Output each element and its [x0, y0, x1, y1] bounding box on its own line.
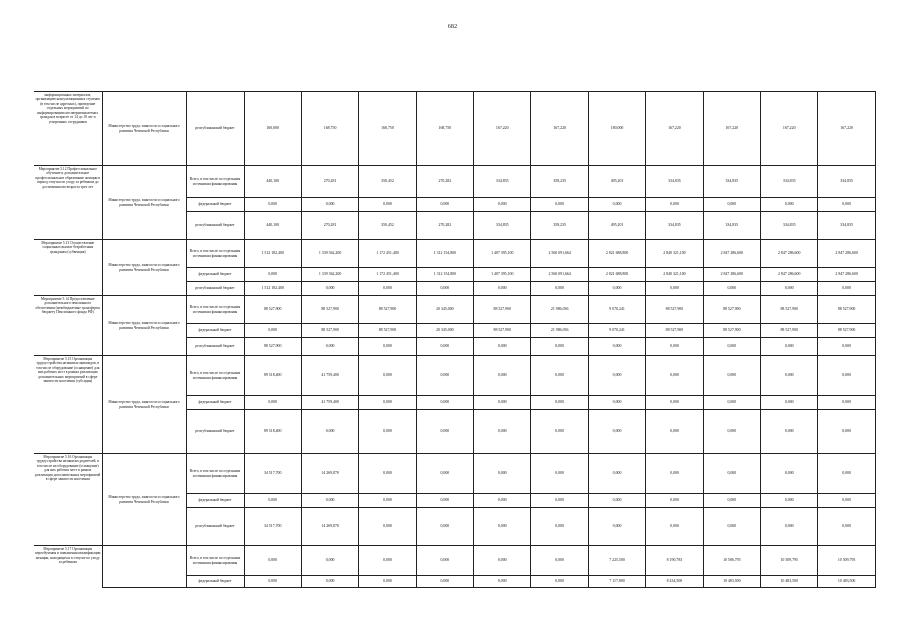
amount-cell: 334,835: [703, 166, 760, 198]
amount-cell: 0,000: [703, 356, 760, 396]
amount-cell: 0,000: [474, 508, 531, 546]
funding-source: республиканский бюджет: [186, 508, 244, 546]
amount-cell: 0,000: [703, 396, 760, 410]
amount-cell: 88 527,900: [244, 296, 301, 324]
activity-name: Мероприятие 5.16 Организация трудоустройства незанятых родителей, в том числе на оборудование (оснащение) для них рабочих мест в рамках реализации дополнительных мероприятий в сфере занятости населения: [34, 454, 102, 546]
amount-cell: 0,000: [588, 396, 645, 410]
amount-cell: 0,000: [531, 546, 588, 576]
amount-cell: 0,000: [531, 198, 588, 212]
amount-cell: 88 527,900: [703, 324, 760, 338]
amount-cell: 334,835: [646, 166, 703, 198]
amount-cell: 0,000: [818, 396, 875, 410]
amount-cell: 495,201: [588, 166, 645, 198]
amount-cell: 1 312 154,800: [416, 240, 473, 268]
amount-cell: 0,000: [703, 198, 760, 212]
amount-cell: 0,000: [359, 508, 416, 546]
amount-cell: 168,750: [301, 92, 358, 166]
amount-cell: 2 840 321,100: [646, 240, 703, 268]
amount-cell: 334,835: [761, 166, 818, 198]
amount-cell: 0,000: [703, 282, 760, 296]
amount-cell: 0,000: [301, 576, 358, 588]
amount-cell: 0,000: [646, 356, 703, 396]
amount-cell: 14 269,870: [301, 454, 358, 494]
amount-cell: 168,750: [416, 92, 473, 166]
activity-name: Мероприятие 5.17 Организация переобучения и повышения квалификации женщин, находящихся в отпуске по уходу за ребенком: [34, 546, 102, 588]
amount-cell: 358,235: [531, 212, 588, 240]
amount-cell: 10 483,500: [818, 576, 875, 588]
amount-cell: 0,000: [646, 396, 703, 410]
funding-source: Всего, в том числе по отдельным источникам финансирования: [186, 296, 244, 324]
amount-cell: 88 527,900: [301, 296, 358, 324]
amount-cell: 0,000: [818, 454, 875, 494]
amount-cell: 167,220: [646, 92, 703, 166]
amount-cell: 88 527,900: [761, 324, 818, 338]
amount-cell: 358,235: [531, 166, 588, 198]
amount-cell: 0,000: [301, 494, 358, 508]
amount-cell: 20 345,000: [416, 324, 473, 338]
amount-cell: 88 527,900: [301, 324, 358, 338]
amount-cell: 0,000: [818, 494, 875, 508]
amount-cell: 0,000: [359, 282, 416, 296]
amount-cell: 0,000: [531, 282, 588, 296]
page-number: 682: [447, 24, 458, 30]
table-body: [34, 92, 875, 588]
amount-cell: 270,282: [416, 212, 473, 240]
amount-cell: 0,000: [244, 576, 301, 588]
amount-cell: 0,000: [531, 494, 588, 508]
amount-cell: 0,000: [818, 282, 875, 296]
funding-source: Всего, в том числе по отдельным источникам финансирования: [186, 166, 244, 198]
amount-cell: 88 527,900: [474, 296, 531, 324]
amount-cell: 0,000: [244, 198, 301, 212]
amount-cell: 0,000: [646, 494, 703, 508]
amount-cell: 0,000: [818, 356, 875, 396]
amount-cell: 0,000: [531, 410, 588, 454]
amount-cell: 10 586,795: [703, 546, 760, 576]
executor-name: Министерство труда, занятости и социального развития Чеченской Республики: [102, 166, 186, 240]
amount-cell: 0,000: [474, 410, 531, 454]
amount-cell: 0,000: [416, 508, 473, 546]
table-row: [34, 296, 875, 324]
amount-cell: 0,000: [359, 576, 416, 588]
amount-cell: 0,000: [761, 396, 818, 410]
amount-cell: 0,000: [761, 198, 818, 212]
amount-cell: 167,220: [761, 92, 818, 166]
amount-cell: 89 518,400: [244, 356, 301, 396]
amount-cell: 0,000: [359, 356, 416, 396]
amount-cell: 21 986,036: [531, 296, 588, 324]
funding-source: республиканский бюджет: [186, 212, 244, 240]
amount-cell: 2 847 286,600: [818, 268, 875, 282]
activity-name: Мероприятие 5.13 Осуществление социальных выплат безработным гражданам (субвенция): [34, 240, 102, 296]
amount-cell: 0,000: [301, 198, 358, 212]
amount-cell: 0,000: [761, 508, 818, 546]
amount-cell: 334,835: [761, 212, 818, 240]
amount-cell: 0,000: [818, 508, 875, 546]
funding-source: республиканский бюджет: [186, 338, 244, 356]
table-row: [34, 546, 875, 576]
amount-cell: 7 225,500: [588, 546, 645, 576]
amount-cell: 0,000: [244, 396, 301, 410]
amount-cell: 0,000: [474, 576, 531, 588]
amount-cell: 0,000: [359, 454, 416, 494]
amount-cell: 0,000: [703, 454, 760, 494]
amount-cell: 2 847 286,600: [703, 240, 760, 268]
amount-cell: 0,000: [588, 338, 645, 356]
table-row: [34, 356, 875, 396]
amount-cell: 88 527,900: [646, 324, 703, 338]
amount-cell: 160,000: [244, 92, 301, 166]
amount-cell: 0,000: [416, 396, 473, 410]
amount-cell: 0,000: [588, 356, 645, 396]
amount-cell: 334,835: [474, 212, 531, 240]
amount-cell: 0,000: [646, 282, 703, 296]
amount-cell: 0,000: [531, 396, 588, 410]
amount-cell: 167,220: [531, 92, 588, 166]
amount-cell: 0,000: [416, 356, 473, 396]
executor-name: Министерство труда, занятости и социального развития Чеченской Республики: [102, 296, 186, 356]
funding-source: Всего, в том числе по отдельным источникам финансирования: [186, 454, 244, 494]
amount-cell: 88 527,900: [761, 296, 818, 324]
amount-cell: 1 339 362,200: [301, 268, 358, 282]
amount-cell: 0,000: [646, 198, 703, 212]
amount-cell: 0,000: [703, 508, 760, 546]
amount-cell: 8 190,783: [646, 546, 703, 576]
amount-cell: 0,000: [474, 396, 531, 410]
amount-cell: 0,000: [703, 494, 760, 508]
amount-cell: 0,000: [416, 282, 473, 296]
amount-cell: 2 847 286,600: [818, 240, 875, 268]
amount-cell: 0,000: [359, 410, 416, 454]
funding-source: федеральный бюджет: [186, 324, 244, 338]
amount-cell: 2 560 091,664: [531, 268, 588, 282]
amount-cell: 2 847 286,600: [761, 240, 818, 268]
amount-cell: 0,000: [531, 508, 588, 546]
amount-cell: 10 483,500: [703, 576, 760, 588]
amount-cell: 1 407 395,100: [474, 240, 531, 268]
amount-cell: 270,281: [301, 212, 358, 240]
amount-cell: 1 339 362,200: [301, 240, 358, 268]
amount-cell: 0,000: [301, 282, 358, 296]
amount-cell: 334,835: [703, 212, 760, 240]
amount-cell: 334,835: [818, 166, 875, 198]
amount-cell: 2 821 688,800: [588, 268, 645, 282]
amount-cell: 0,000: [474, 546, 531, 576]
funding-source: федеральный бюджет: [186, 576, 244, 588]
activity-name: Мероприятие 5.12 Профессиональное обучение и дополнительное профессиональное образование женщин в период отпуска по уходу за ребенком до достижения им возраста трех лет: [34, 166, 102, 240]
amount-cell: 0,000: [761, 410, 818, 454]
amount-cell: 0,000: [588, 454, 645, 494]
amount-cell: 10 509,795: [761, 546, 818, 576]
funding-source: федеральный бюджет: [186, 494, 244, 508]
amount-cell: 0,000: [761, 338, 818, 356]
activity-name: Мероприятие 5.14 Предоставление дополнительного пенсионного обеспечения (межбюджетные трансферты бюджету Пенсионного фонда РФ): [34, 296, 102, 356]
amount-cell: 0,000: [588, 494, 645, 508]
amount-cell: 1 407 395,100: [474, 268, 531, 282]
table-row: [34, 454, 875, 494]
funding-source: Всего, в том числе по отдельным источникам финансирования: [186, 240, 244, 268]
amount-cell: 88 527,900: [244, 338, 301, 356]
amount-cell: 0,000: [359, 494, 416, 508]
executor-name: Министерство труда, занятости и социального развития Чеченской Республики: [102, 454, 186, 546]
amount-cell: 495,201: [588, 212, 645, 240]
amount-cell: 167,220: [474, 92, 531, 166]
amount-cell: 0,000: [416, 454, 473, 494]
amount-cell: 0,000: [359, 338, 416, 356]
amount-cell: 34 517,700: [244, 508, 301, 546]
amount-cell: 167,220: [703, 92, 760, 166]
amount-cell: 0,000: [646, 454, 703, 494]
funding-source: Всего, в том числе по отдельным источникам финансирования: [186, 356, 244, 396]
amount-cell: 0,000: [301, 338, 358, 356]
activity-name: информационных материалов, организацию консультационных ступенек (в том числе адресных), проведение отдельных мероприятий по информированию несовершеннолетних граждан в возрасте от 14 до 18 лет и ускоренных сотрудников: [34, 92, 102, 166]
amount-cell: 440,100: [244, 166, 301, 198]
amount-cell: 0,000: [244, 268, 301, 282]
amount-cell: 88 527,900: [359, 324, 416, 338]
amount-cell: 10 509,795: [818, 546, 875, 576]
amount-cell: 2 821 688,800: [588, 240, 645, 268]
amount-cell: 88 527,900: [359, 296, 416, 324]
amount-cell: 270,281: [301, 166, 358, 198]
amount-cell: 0,000: [588, 198, 645, 212]
amount-cell: 0,000: [761, 356, 818, 396]
amount-cell: 180,000: [588, 92, 645, 166]
amount-cell: 0,000: [359, 546, 416, 576]
amount-cell: 9 070,241: [588, 296, 645, 324]
amount-cell: 2 847 286,600: [703, 268, 760, 282]
funding-source: республиканский бюджет: [186, 410, 244, 454]
executor-name: Министерство труда, занятости и социального развития Чеченской Республики: [102, 92, 186, 166]
amount-cell: 0,000: [703, 338, 760, 356]
amount-cell: 350,452: [359, 166, 416, 198]
amount-cell: 1 512 182,400: [244, 240, 301, 268]
amount-cell: 1 312 154,800: [416, 268, 473, 282]
funding-source: Всего, в том числе по отдельным источникам финансирования: [186, 546, 244, 576]
amount-cell: 10 483,500: [761, 576, 818, 588]
amount-cell: 0,000: [474, 338, 531, 356]
amount-cell: 334,835: [474, 166, 531, 198]
amount-cell: 0,000: [244, 546, 301, 576]
amount-cell: 0,000: [474, 454, 531, 494]
amount-cell: 41 759,400: [301, 396, 358, 410]
amount-cell: 0,000: [416, 198, 473, 212]
amount-cell: 20 345,000: [416, 296, 473, 324]
funding-source: федеральный бюджет: [186, 396, 244, 410]
funding-source: федеральный бюджет: [186, 198, 244, 212]
amount-cell: 0,000: [531, 576, 588, 588]
budget-table: [34, 91, 876, 588]
amount-cell: 88 527,900: [818, 324, 875, 338]
amount-cell: 8 434,500: [646, 576, 703, 588]
amount-cell: 334,835: [818, 212, 875, 240]
amount-cell: 9 070,241: [588, 324, 645, 338]
amount-cell: 0,000: [359, 396, 416, 410]
amount-cell: 0,000: [301, 410, 358, 454]
amount-cell: 0,000: [474, 356, 531, 396]
amount-cell: 168,750: [359, 92, 416, 166]
amount-cell: 0,000: [703, 410, 760, 454]
amount-cell: 7 117,800: [588, 576, 645, 588]
table-row: [34, 166, 875, 198]
amount-cell: 0,000: [416, 494, 473, 508]
executor-name: Министерство труда, занятости и социального развития Чеченской Республики: [102, 356, 186, 454]
amount-cell: 89 518,400: [244, 410, 301, 454]
amount-cell: 440,100: [244, 212, 301, 240]
amount-cell: 270,282: [416, 166, 473, 198]
amount-cell: 1 172 451,400: [359, 268, 416, 282]
amount-cell: 34 517,700: [244, 454, 301, 494]
amount-cell: 0,000: [588, 282, 645, 296]
amount-cell: 0,000: [244, 324, 301, 338]
amount-cell: 0,000: [301, 546, 358, 576]
executor-name: Министерство труда, занятости и социального развития Чеченской Республики: [102, 240, 186, 296]
amount-cell: 0,000: [588, 410, 645, 454]
amount-cell: 2 560 091,664: [531, 240, 588, 268]
amount-cell: 0,000: [588, 508, 645, 546]
funding-source: федеральный бюджет: [186, 268, 244, 282]
amount-cell: 0,000: [244, 494, 301, 508]
amount-cell: 0,000: [416, 546, 473, 576]
funding-source: республиканский бюджет: [186, 282, 244, 296]
amount-cell: 14 269,870: [301, 508, 358, 546]
table-row: [34, 92, 875, 166]
amount-cell: 0,000: [416, 410, 473, 454]
amount-cell: 350,452: [359, 212, 416, 240]
amount-cell: 2 847 286,600: [761, 268, 818, 282]
amount-cell: 0,000: [416, 576, 473, 588]
amount-cell: 0,000: [531, 454, 588, 494]
activity-name: Мероприятие 5.15 Организация трудоустройства незанятых инвалидов, в том числе оборудование (оснащение) для них рабочих мест в рамках реализации дополнительных мероприятий в сфере занятости населения (субсидия): [34, 356, 102, 454]
amount-cell: 1 172 451,400: [359, 240, 416, 268]
amount-cell: 0,000: [646, 508, 703, 546]
funding-source: республиканский бюджет: [186, 92, 244, 166]
amount-cell: 88 527,900: [646, 296, 703, 324]
amount-cell: 0,000: [646, 410, 703, 454]
amount-cell: 0,000: [761, 454, 818, 494]
amount-cell: 0,000: [359, 198, 416, 212]
amount-cell: 41 759,400: [301, 356, 358, 396]
amount-cell: 0,000: [761, 282, 818, 296]
amount-cell: 88 527,900: [818, 296, 875, 324]
amount-cell: 0,000: [416, 338, 473, 356]
executor-name: [102, 546, 186, 588]
amount-cell: 0,000: [818, 410, 875, 454]
amount-cell: 0,000: [474, 282, 531, 296]
amount-cell: 0,000: [531, 356, 588, 396]
amount-cell: 1 512 182,400: [244, 282, 301, 296]
amount-cell: 88 527,900: [703, 296, 760, 324]
amount-cell: 0,000: [818, 198, 875, 212]
amount-cell: 0,000: [531, 338, 588, 356]
amount-cell: 2 840 321,100: [646, 268, 703, 282]
amount-cell: 0,000: [646, 338, 703, 356]
amount-cell: 0,000: [818, 338, 875, 356]
table-row: [34, 240, 875, 268]
amount-cell: 167,220: [818, 92, 875, 166]
amount-cell: 334,835: [646, 212, 703, 240]
amount-cell: 0,000: [474, 198, 531, 212]
amount-cell: 21 986,036: [531, 324, 588, 338]
amount-cell: 0,000: [761, 494, 818, 508]
amount-cell: 0,000: [474, 494, 531, 508]
amount-cell: 88 527,900: [474, 324, 531, 338]
